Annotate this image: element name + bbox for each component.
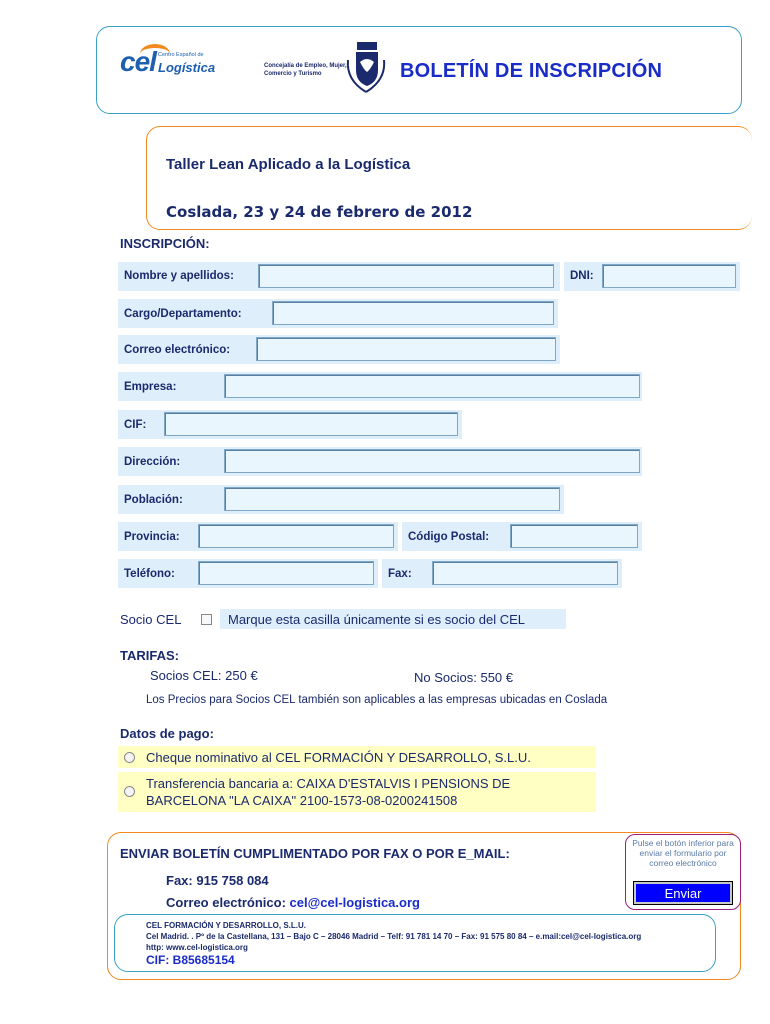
nombre-input[interactable] bbox=[258, 264, 554, 288]
label-provincia: Provincia: bbox=[124, 531, 180, 543]
envio-correo-link[interactable]: cel@cel-logistica.org bbox=[289, 895, 420, 910]
logo-sub1: Centro Español de bbox=[158, 52, 204, 58]
tarifa-no-socios: No Socios: 550 € bbox=[414, 670, 514, 685]
envio-heading: ENVIAR BOLETÍN CUMPLIMENTADO POR FAX O POR E_MAIL: bbox=[120, 846, 510, 861]
label-telefono: Teléfono: bbox=[124, 568, 175, 580]
empresa-input[interactable] bbox=[224, 374, 640, 398]
footer-web: http: www.cel-logistica.org bbox=[146, 943, 248, 952]
transfer-line2: BARCELONA "LA CAIXA" 2100-1573-08-0200241508 bbox=[146, 793, 458, 808]
concejalia-text: Concejalía de Empleo, Mujer, Comercio y Turismo bbox=[264, 63, 347, 77]
direccion-input[interactable] bbox=[224, 449, 640, 473]
envio-fax: Fax: 915 758 084 bbox=[166, 873, 269, 888]
label-cif: CIF: bbox=[124, 419, 147, 431]
pago-heading: Datos de pago: bbox=[120, 726, 214, 741]
course-date: Coslada, 23 y 24 de febrero de 2012 bbox=[166, 203, 473, 221]
course-title: Taller Lean Aplicado a la Logística bbox=[166, 156, 411, 173]
cheque-label: Cheque nominativo al CEL FORMACIÓN Y DESARROLLO, S.L.U. bbox=[146, 750, 531, 765]
envio-correo bbox=[166, 895, 420, 910]
label-poblacion: Población: bbox=[124, 494, 183, 506]
transfer-line1: Transferencia bancaria a: CAIXA D'ESTALVIS I PENSIONS DE bbox=[146, 776, 511, 791]
cheque-radio[interactable] bbox=[124, 752, 135, 763]
tarifa-socios: Socios CEL: 250 € bbox=[150, 668, 258, 683]
coslada-crest-icon bbox=[344, 40, 390, 96]
label-fax: Fax: bbox=[388, 568, 412, 580]
tarifas-note: Los Precios para Socios CEL también son aplicables a las empresas ubicadas en Coslada bbox=[146, 694, 608, 706]
fax-input[interactable] bbox=[432, 561, 618, 585]
logo-cel-text: cel bbox=[120, 46, 156, 77]
page-title: BOLETÍN DE INSCRIPCIÓN bbox=[400, 60, 663, 82]
label-empresa: Empresa: bbox=[124, 381, 177, 393]
label-cargo: Cargo/Departamento: bbox=[124, 308, 242, 320]
cargo-input[interactable] bbox=[272, 301, 554, 325]
transfer-radio[interactable] bbox=[124, 786, 135, 797]
tarifas-heading: TARIFAS: bbox=[120, 648, 179, 663]
label-codigo-postal: Código Postal: bbox=[408, 531, 490, 543]
inscripcion-heading: INSCRIPCIÓN: bbox=[120, 236, 210, 251]
provincia-input[interactable] bbox=[198, 524, 394, 548]
envio-correo-label: Correo electrónico: bbox=[166, 895, 290, 910]
footer-cif: CIF: B85685154 bbox=[146, 953, 235, 967]
socio-label: Socio CEL bbox=[120, 612, 182, 627]
send-hint: Pulse el botón inferior para enviar el formulario por correo electrónico bbox=[632, 838, 734, 868]
label-dni: DNI: bbox=[570, 270, 594, 282]
logo-sub2: Logística bbox=[158, 60, 216, 75]
correo-input[interactable] bbox=[256, 337, 556, 361]
footer-company: CEL FORMACIÓN Y DESARROLLO, S.L.U. bbox=[146, 921, 307, 930]
telefono-input[interactable] bbox=[198, 561, 374, 585]
cif-input[interactable] bbox=[164, 412, 458, 436]
cel-logo bbox=[118, 42, 216, 88]
dni-input[interactable] bbox=[602, 264, 736, 288]
codigo-postal-input[interactable] bbox=[510, 524, 638, 548]
label-direccion: Dirección: bbox=[124, 456, 181, 468]
label-correo: Correo electrónico: bbox=[124, 344, 231, 356]
footer-address: Cel Madrid. . Pº de la Castellana, 131 – Bajo C – 28046 Madrid – Telf: 91 781 14 70 – Fax: 91 575 80 84 – e.mail:cel@cel-logistica.org bbox=[146, 932, 642, 941]
socio-note: Marque esta casilla únicamente si es socio del CEL bbox=[228, 612, 525, 627]
socio-checkbox[interactable] bbox=[201, 614, 212, 625]
send-button[interactable]: Enviar bbox=[634, 882, 732, 904]
label-nombre: Nombre y apellidos: bbox=[124, 270, 234, 282]
poblacion-input[interactable] bbox=[224, 487, 560, 511]
